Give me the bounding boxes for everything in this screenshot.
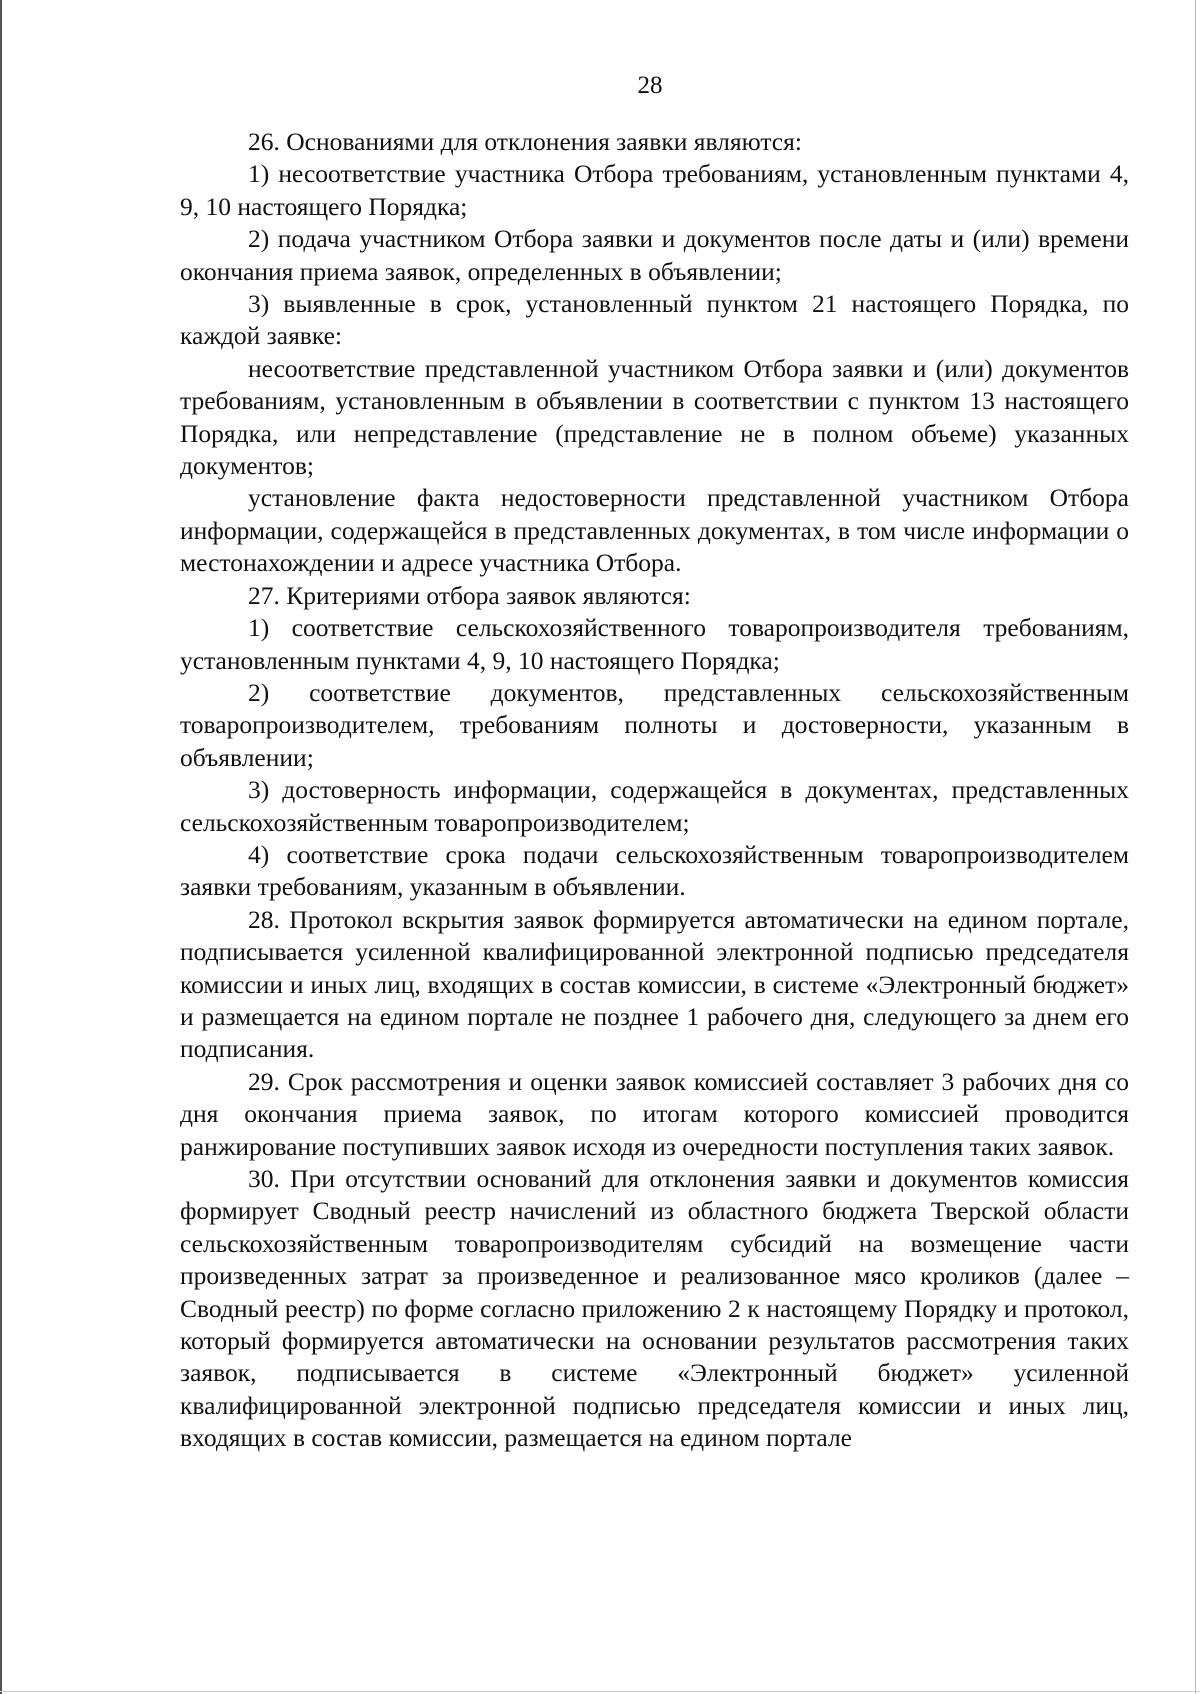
paragraph-27-item-4: 4) соответствие срока подачи сельскохозяйственным товаропроизводителем заявки требованиям, указанным в объявлении. — [180, 839, 1129, 902]
paragraph-27-heading: 27. Критериями отбора заявок являются: — [248, 580, 691, 610]
paragraph-26-item-3-sub-2: установление факта недостоверности представленной участником Отбора информации, содержащейся в представленных документах, в том числе информации о местонахождении и адресе участника Отбора. — [180, 483, 1129, 578]
paragraph-26-item-3-sub-1: несоответствие представленной участником Отбора заявки и (или) документов требованиям, установленным в объявлении в соответствии с пунктом 13 настоящего Порядка, или непредставление (представление не в полном объеме) указанных документов; — [180, 353, 1129, 481]
scan-left-edge — [0, 0, 2, 1694]
paragraph-27-item-1: 1) соответствие сельскохозяйственного товаропроизводителя требованиям, установленным пунктами 4, 9, 10 настоящего Порядка; — [180, 613, 1129, 675]
scan-right-edge — [1195, 0, 1196, 1694]
paragraph-26-heading: 26. Основаниями для отклонения заявки являются: — [248, 127, 802, 156]
paragraph-26-item-2: 2) подача участником Отбора заявки и документов после даты и (или) времени окончания приема заявок, определенных в объявлении; — [180, 224, 1129, 286]
paragraph-27-item-3: 3) достоверность информации, содержащейся в документах, представленных сельскохозяйственным товаропроизводителем; — [180, 775, 1129, 837]
page-number: 28 — [637, 72, 663, 99]
paragraph-27-item-2: 2) соответствие документов, представленных сельскохозяйственным товаропроизводителем, требованиям полноты и достоверности, указанным в объявлении; — [180, 677, 1129, 772]
paragraph-29: 29. Срок рассмотрения и оценки заявок комиссией составляет 3 рабочих дня со дня окончания приема заявок, по итогам которого комиссией проводится ранжирование поступивших заявок исходя из очередности поступления таких заявок. — [180, 1066, 1129, 1161]
paragraph-26-item-3: 3) выявленные в срок, установленный пунктом 21 настоящего Порядка, по каждой заявке: — [180, 289, 1129, 351]
paragraph-26-item-1: 1) несоответствие участника Отбора требованиям, установленным пунктами 4, 9, 10 настоящего Порядка; — [180, 159, 1129, 221]
scan-bottom-edge — [0, 1691, 1200, 1692]
paragraph-28: 28. Протокол вскрытия заявок формируется автоматически на едином портале, подписывается усиленной квалифицированной электронной подписью председателя комиссии и иных лиц, входящих в состав комиссии, в системе «Электронный бюджет» и размещается на едином портале не позднее 1 рабочего дня, следующего за днем его подписания. — [180, 904, 1129, 1064]
paragraph-30: 30. При отсутствии оснований для отклонения заявки и документов комиссия формирует Сводный реестр начислений из областного бюджета Тверской области сельскохозяйственным товаропроизводителям субсидий на возмещение части произведенных затрат за произведенное и реализованное мясо кроликов (далее – Сводный реестр) по форме согласно приложению 2 к настоящему Порядку и протокол, который формируется автоматически на основании результатов рассмотрения таких заявок, подписывается в системе «Электронный бюджет» усиленной квалифицированной электронной подписью председателя комиссии и иных лиц, входящих в состав комиссии, размещается на едином портале — [180, 1164, 1129, 1453]
document-body — [180, 126, 1129, 1455]
